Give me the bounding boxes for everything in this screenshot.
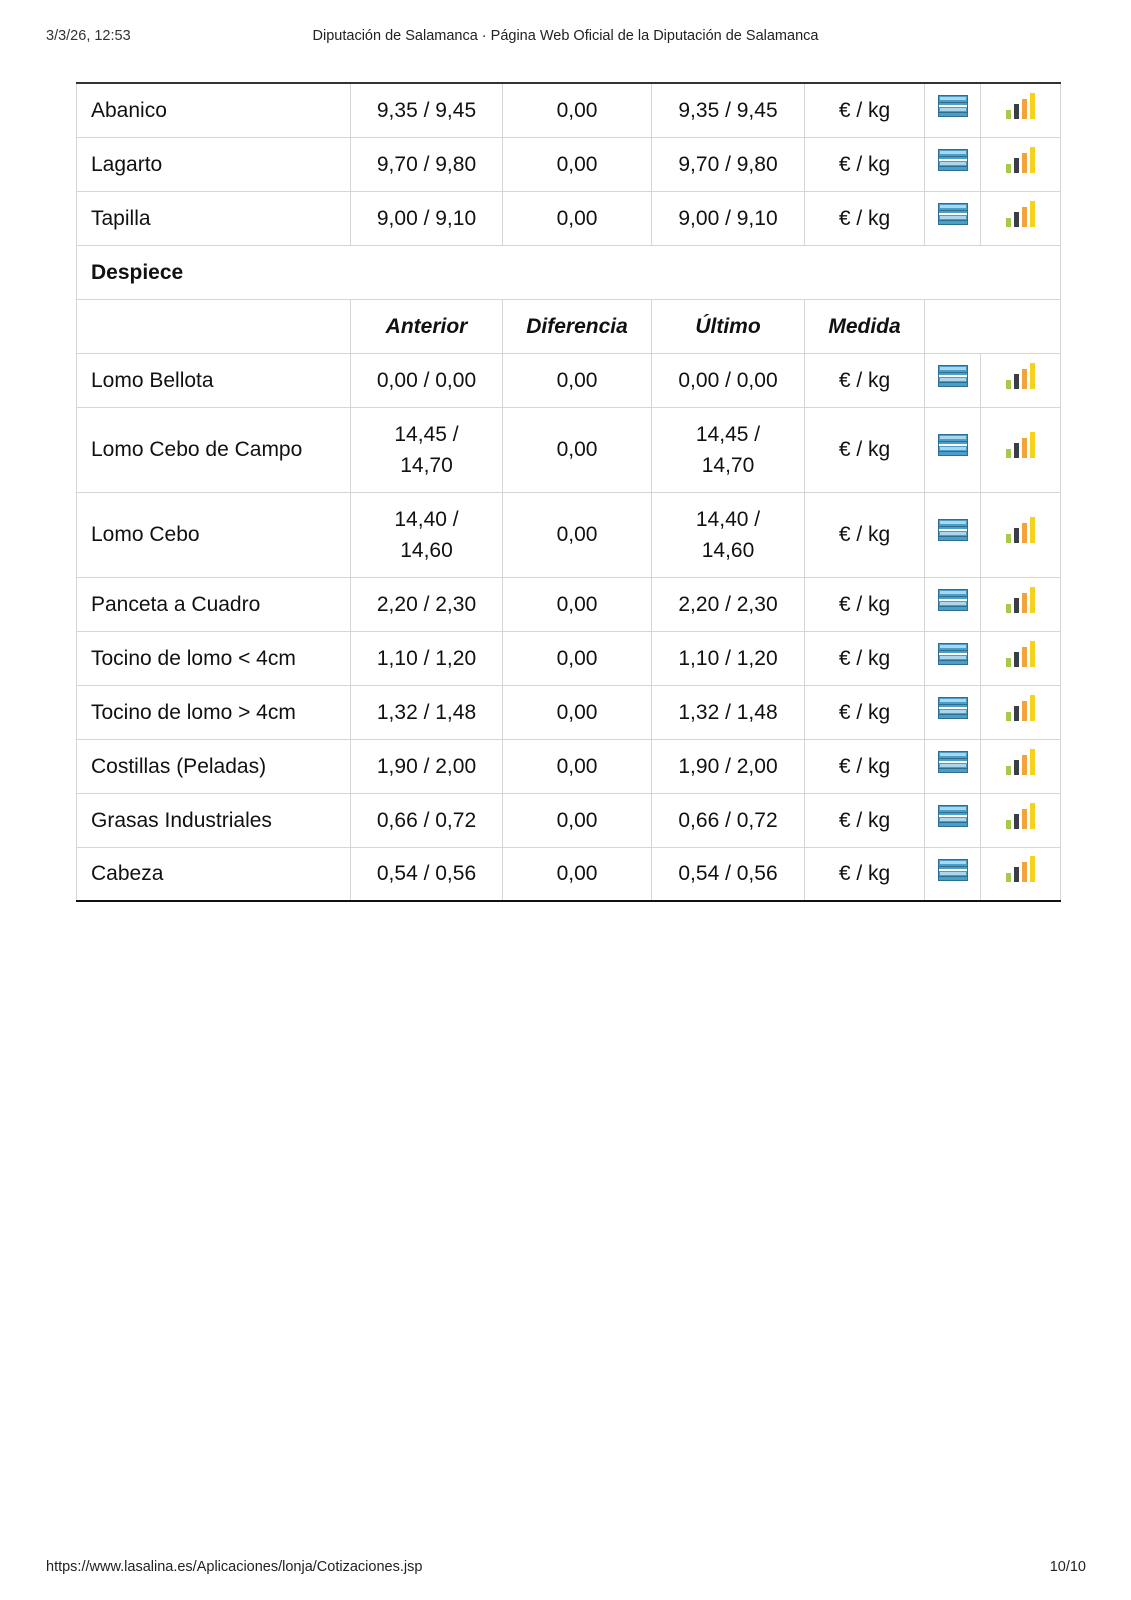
table-icon[interactable] <box>938 434 968 465</box>
price-ultimo-line2: 14,60 <box>701 538 755 562</box>
table-icon[interactable] <box>938 519 968 550</box>
price-ultimo: 1,32 / 1,48 <box>652 685 805 739</box>
bar-chart-icon[interactable] <box>1005 748 1037 785</box>
price-medida: € / kg <box>805 739 925 793</box>
print-header <box>0 28 1131 48</box>
chart-icon-cell[interactable] <box>981 685 1061 739</box>
price-ultimo: 1,90 / 2,00 <box>652 739 805 793</box>
table-icon-cell[interactable] <box>925 407 981 492</box>
table-icon-cell[interactable] <box>925 353 981 407</box>
column-header-icons <box>925 299 1061 353</box>
chart-icon-cell[interactable] <box>981 793 1061 847</box>
section-title: Despiece <box>77 245 1061 299</box>
product-name: Cabeza <box>77 847 351 901</box>
bar-chart-icon[interactable] <box>1005 92 1037 129</box>
bar-chart-icon[interactable] <box>1005 694 1037 731</box>
print-footer <box>0 1559 1131 1579</box>
table-row <box>77 137 1061 191</box>
price-medida: € / kg <box>805 492 925 577</box>
table-row <box>77 492 1061 577</box>
price-diferencia: 0,00 <box>503 631 652 685</box>
price-ultimo: 9,35 / 9,45 <box>652 83 805 137</box>
table-icon-cell[interactable] <box>925 83 981 137</box>
price-medida: € / kg <box>805 685 925 739</box>
price-anterior: 1,90 / 2,00 <box>351 739 503 793</box>
price-anterior-line1: 14,45 / <box>394 422 459 446</box>
price-medida: € / kg <box>805 137 925 191</box>
price-ultimo <box>652 407 805 492</box>
print-date: 3/3/26, 12:53 <box>46 28 131 44</box>
product-name: Lomo Cebo de Campo <box>77 407 351 492</box>
price-diferencia: 0,00 <box>503 793 652 847</box>
price-table <box>76 82 1061 902</box>
column-header-diferencia: Diferencia <box>503 299 652 353</box>
price-diferencia: 0,00 <box>503 577 652 631</box>
table-row <box>77 83 1061 137</box>
price-anterior <box>351 407 503 492</box>
column-header-anterior: Anterior <box>351 299 503 353</box>
price-diferencia: 0,00 <box>503 83 652 137</box>
table-icon[interactable] <box>938 697 968 728</box>
table-icon-cell[interactable] <box>925 137 981 191</box>
price-anterior: 0,54 / 0,56 <box>351 847 503 901</box>
chart-icon-cell[interactable] <box>981 577 1061 631</box>
table-icon-cell[interactable] <box>925 191 981 245</box>
price-anterior: 2,20 / 2,30 <box>351 577 503 631</box>
table-icon[interactable] <box>938 203 968 234</box>
price-medida: € / kg <box>805 631 925 685</box>
price-ultimo <box>652 492 805 577</box>
product-name: Costillas (Peladas) <box>77 739 351 793</box>
price-medida: € / kg <box>805 83 925 137</box>
table-icon-cell[interactable] <box>925 492 981 577</box>
product-name: Grasas Industriales <box>77 793 351 847</box>
column-header-ultimo: Último <box>652 299 805 353</box>
table-row <box>77 847 1061 901</box>
bar-chart-icon[interactable] <box>1005 431 1037 468</box>
column-header-row <box>77 299 1061 353</box>
product-name: Tapilla <box>77 191 351 245</box>
table-row <box>77 631 1061 685</box>
bar-chart-icon[interactable] <box>1005 640 1037 677</box>
price-anterior: 0,00 / 0,00 <box>351 353 503 407</box>
chart-icon-cell[interactable] <box>981 847 1061 901</box>
price-anterior: 1,32 / 1,48 <box>351 685 503 739</box>
price-ultimo-line1: 14,45 / <box>695 422 761 446</box>
price-diferencia: 0,00 <box>503 353 652 407</box>
chart-icon-cell[interactable] <box>981 492 1061 577</box>
price-ultimo-line2: 14,70 <box>701 453 755 477</box>
price-anterior-line2: 14,70 <box>400 453 453 477</box>
price-anterior: 9,70 / 9,80 <box>351 137 503 191</box>
price-medida: € / kg <box>805 847 925 901</box>
chart-icon-cell[interactable] <box>981 739 1061 793</box>
table-row <box>77 793 1061 847</box>
table-icon-cell[interactable] <box>925 577 981 631</box>
bar-chart-icon[interactable] <box>1005 200 1037 237</box>
table-icon-cell[interactable] <box>925 685 981 739</box>
table-icon[interactable] <box>938 751 968 782</box>
table-icon[interactable] <box>938 643 968 674</box>
chart-icon-cell[interactable] <box>981 191 1061 245</box>
price-medida: € / kg <box>805 793 925 847</box>
price-medida: € / kg <box>805 353 925 407</box>
price-diferencia: 0,00 <box>503 685 652 739</box>
table-row <box>77 685 1061 739</box>
table-icon[interactable] <box>938 859 968 890</box>
table-row <box>77 191 1061 245</box>
price-anterior: 1,10 / 1,20 <box>351 631 503 685</box>
price-ultimo: 0,66 / 0,72 <box>652 793 805 847</box>
bar-chart-icon[interactable] <box>1005 146 1037 183</box>
price-medida: € / kg <box>805 577 925 631</box>
chart-icon-cell[interactable] <box>981 353 1061 407</box>
table-row <box>77 407 1061 492</box>
price-diferencia: 0,00 <box>503 191 652 245</box>
price-anterior: 9,35 / 9,45 <box>351 83 503 137</box>
section-row <box>77 245 1061 299</box>
price-ultimo-line1: 14,40 / <box>695 507 761 531</box>
product-name: Lagarto <box>77 137 351 191</box>
column-header-medida: Medida <box>805 299 925 353</box>
bar-chart-icon[interactable] <box>1005 855 1037 892</box>
product-name: Panceta a Cuadro <box>77 577 351 631</box>
price-anterior: 0,66 / 0,72 <box>351 793 503 847</box>
price-ultimo: 1,10 / 1,20 <box>652 631 805 685</box>
price-anterior-line2: 14,60 <box>400 538 453 562</box>
price-diferencia: 0,00 <box>503 137 652 191</box>
table-row <box>77 353 1061 407</box>
column-header-empty <box>77 299 351 353</box>
table-icon[interactable] <box>938 805 968 836</box>
table-icon-cell[interactable] <box>925 847 981 901</box>
bar-chart-icon[interactable] <box>1005 362 1037 399</box>
price-ultimo: 0,54 / 0,56 <box>652 847 805 901</box>
bar-chart-icon[interactable] <box>1005 802 1037 839</box>
price-diferencia: 0,00 <box>503 847 652 901</box>
table-icon[interactable] <box>938 589 968 620</box>
table-icon-cell[interactable] <box>925 631 981 685</box>
table-icon[interactable] <box>938 365 968 396</box>
price-medida: € / kg <box>805 191 925 245</box>
price-anterior-line1: 14,40 / <box>394 507 459 531</box>
table-row <box>77 739 1061 793</box>
product-name: Tocino de lomo > 4cm <box>77 685 351 739</box>
print-page-title: Diputación de Salamanca · Página Web Oficial de la Diputación de Salamanca <box>312 28 819 44</box>
table-icon[interactable] <box>938 149 968 180</box>
price-diferencia: 0,00 <box>503 407 652 492</box>
chart-icon-cell[interactable] <box>981 83 1061 137</box>
print-url: https://www.lasalina.es/Aplicaciones/lonja/Cotizaciones.jsp <box>46 1559 423 1575</box>
price-ultimo: 9,00 / 9,10 <box>652 191 805 245</box>
table-icon-cell[interactable] <box>925 793 981 847</box>
product-name: Lomo Bellota <box>77 353 351 407</box>
price-ultimo: 9,70 / 9,80 <box>652 137 805 191</box>
chart-icon-cell[interactable] <box>981 137 1061 191</box>
price-diferencia: 0,00 <box>503 492 652 577</box>
table-row <box>77 577 1061 631</box>
price-diferencia: 0,00 <box>503 739 652 793</box>
price-anterior <box>351 492 503 577</box>
chart-icon-cell[interactable] <box>981 407 1061 492</box>
product-name: Lomo Cebo <box>77 492 351 577</box>
bar-chart-icon[interactable] <box>1005 516 1037 553</box>
product-name: Abanico <box>77 83 351 137</box>
table-icon-cell[interactable] <box>925 739 981 793</box>
table-icon[interactable] <box>938 95 968 126</box>
print-page-number: 10/10 <box>1049 1559 1086 1575</box>
price-anterior: 9,00 / 9,10 <box>351 191 503 245</box>
price-medida: € / kg <box>805 407 925 492</box>
bar-chart-icon[interactable] <box>1005 586 1037 623</box>
chart-icon-cell[interactable] <box>981 631 1061 685</box>
price-ultimo: 2,20 / 2,30 <box>652 577 805 631</box>
product-name: Tocino de lomo < 4cm <box>77 631 351 685</box>
price-ultimo: 0,00 / 0,00 <box>652 353 805 407</box>
